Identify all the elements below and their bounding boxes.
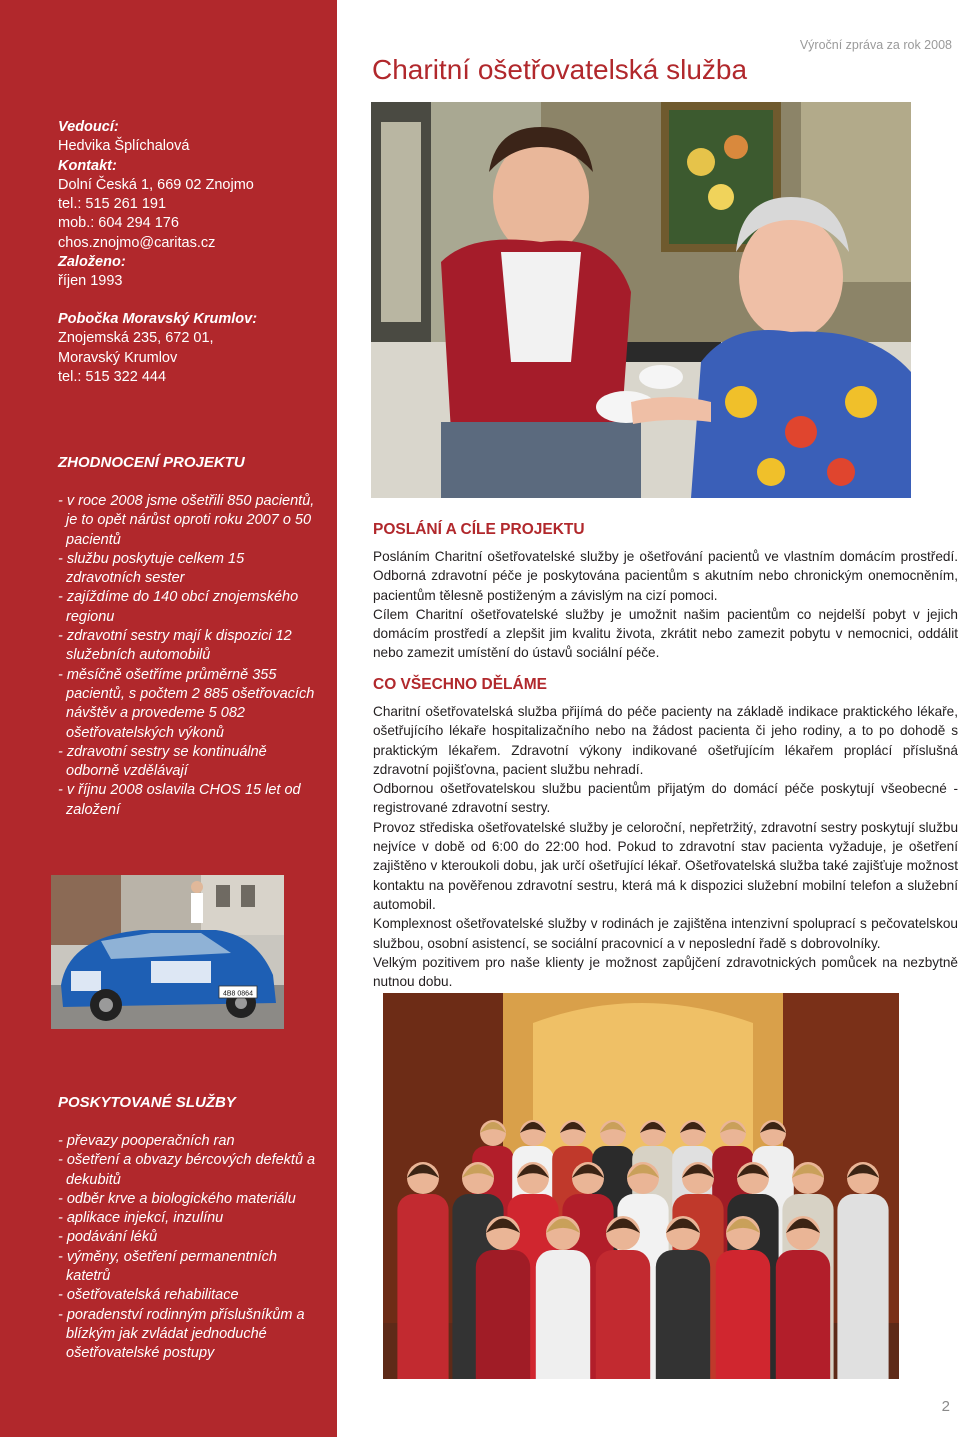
service-item: - odběr krve a biologického materiálu xyxy=(58,1190,296,1207)
service-item: - aplikace injekcí, inzulínu xyxy=(58,1210,224,1227)
head-name: Hedvika Šplíchalová xyxy=(58,138,190,155)
branch-label: Pobočka Moravský Krumlov: xyxy=(58,311,258,327)
services-title: POSKYTOVANÉ SLUŽBY xyxy=(58,1094,236,1111)
service-item: - převazy pooperačních ran xyxy=(58,1133,235,1149)
team-group-photo xyxy=(383,993,899,1379)
mission-text xyxy=(373,547,958,663)
activities-paragraph: Komplexnost ošetřovatelské služby v rodinách je zajištěna intenzivní spoluprací s pečovatelskou službou, osobní asistencí, se sociální pracovnicí a v neposlední řadě s dobrovolníky. xyxy=(373,916,958,951)
services-list xyxy=(58,1132,323,1364)
activities-paragraph: Provoz střediska ošetřovatelské služby je celoroční, nepřetržitý, zdravotní sestry poskytují službu nejvíce v době od 6:00 do 22:00 hod. Pokud to zdravotní stav pacienta vyžaduje, je ošetření zajištěno v kteroukoli dobu, jak určí ošetřující lékař. Ošetřovatelská služba také zajišťuje možnost kontaktu na pověřenou zdravotní sestru, která má k dispozici služební mobilní telefon a služební automobil. xyxy=(373,819,958,912)
sidebar xyxy=(0,0,337,1437)
activities-title: CO VŠECHNO DĚLÁME xyxy=(373,676,547,693)
branch-block xyxy=(58,310,318,387)
page-number: 2 xyxy=(941,1398,950,1415)
person-body xyxy=(776,1250,830,1379)
branch-address-2: Moravský Krumlov xyxy=(58,349,178,366)
mission-paragraph: Cílem Charitní ošetřovatelské služby je umožnit našim pacientům co nejdelší pobyt v jejich domácím prostředí a zlepšit jim kvalitu života, zkrátit nebo zamezit pobytu v nemocnici, oddálit nebo zamezit umístění do ústavů sociální péče. xyxy=(373,606,958,661)
service-item: - poradenství rodinným příslušníkům a blízkým jak zvládat jednoduché ošetřovatelské postupy xyxy=(58,1306,305,1362)
evaluation-item: - zajíždíme do 140 obcí znojemského regionu xyxy=(58,589,299,625)
mobile: mob.: 604 294 176 xyxy=(58,215,179,232)
evaluation-item: - v říjnu 2008 oslavila CHOS 15 let od založení xyxy=(58,782,301,818)
service-item: - ošetřovatelská rehabilitace xyxy=(58,1287,239,1304)
evaluation-item: - zdravotní sestry se kontinuálně odborně vzdělávají xyxy=(58,743,267,780)
service-item: - ošetření a obvazy bércových defektů a dekubitů xyxy=(58,1152,316,1188)
telephone: tel.: 515 261 191 xyxy=(58,196,167,213)
service-item: - podávání léků xyxy=(58,1229,158,1246)
address: Dolní Česká 1, 669 02 Znojmo xyxy=(58,176,254,193)
license-plate: 4B8 0864 xyxy=(223,990,253,998)
branch-telephone: tel.: 515 322 444 xyxy=(58,368,167,385)
mission-paragraph: Posláním Charitní ošetřovatelské služby je ošetřování pacientů ve vlastním domácím prostředí. Odborná zdravotní péče je poskytována pacientům s akutním nebo chronickým onemocněním, pacientům tělesně postiženým a závislým na cizí pomoci. xyxy=(373,549,958,603)
evaluation-item: - zdravotní sestry mají k dispozici 12 služebních automobilů xyxy=(58,628,292,664)
activities-paragraph: Charitní ošetřovatelská služba přijímá do péče pacienty na základě indikace praktického lékaře, ošetřujícího lékaře hospitalizačního nebo na žádost pacienta či jeho rodiny, a to po dohodě s praktickým lékařem. Zdravotní výkony indikované ošetřujícím lékařem proplácí příslušná zdravotní pojišťovna, pacient službu nehradí. xyxy=(373,704,958,777)
report-year: Výroční zpráva za rok 2008 xyxy=(799,38,952,52)
person-body xyxy=(716,1250,770,1379)
head-label: Vedoucí: xyxy=(58,119,119,135)
person-body xyxy=(837,1194,888,1379)
branch-address-1: Znojemská 235, 672 01, xyxy=(58,330,214,347)
activities-text xyxy=(373,702,958,991)
evaluation-title: ZHODNOCENÍ PROJEKTU xyxy=(58,454,245,471)
car-photo xyxy=(51,875,284,1029)
contact-block xyxy=(58,118,318,292)
service-item: - výměny, ošetření permanentních katetrů xyxy=(58,1248,277,1285)
mission-title: POSLÁNÍ A CÍLE PROJEKTU xyxy=(373,521,585,538)
nurse-patient-photo xyxy=(371,102,911,498)
person-body xyxy=(397,1194,448,1379)
activities-paragraph: Odbornou ošetřovatelskou službu pacientům přijatým do domácí péče poskytují všeobecné - registrované zdravotní sestry. xyxy=(373,781,958,816)
person-body xyxy=(596,1250,650,1379)
page-title: Charitní ošetřovatelská služba xyxy=(372,54,748,85)
contact-label: Kontakt: xyxy=(58,157,117,174)
person-body xyxy=(476,1250,530,1379)
evaluation-item: - v roce 2008 jsme ošetřili 850 pacientů, je to opět nárůst oproti roku 2007 o 50 pacientů xyxy=(58,493,315,548)
evaluation-item: - službu poskytuje celkem 15 zdravotních sester xyxy=(58,550,245,587)
person-body xyxy=(536,1250,590,1379)
founded-label: Založeno: xyxy=(58,254,126,271)
activities-paragraph: Velkým pozitivem pro naše klienty je možnost zapůjčení zdravotnických pomůcek na nezbytně nutnou dobu. xyxy=(373,954,958,990)
evaluation-list xyxy=(58,492,323,820)
email-link[interactable]: chos.znojmo@caritas.cz xyxy=(58,234,216,251)
person-body xyxy=(656,1250,710,1379)
founded-date: říjen 1993 xyxy=(58,273,123,290)
evaluation-item: - měsíčně ošetříme průměrně 355 pacientů, s počtem 2 885 ošetřovacích návštěv a provedeme 5 082 ošetřovatelských výkonů xyxy=(58,666,315,741)
